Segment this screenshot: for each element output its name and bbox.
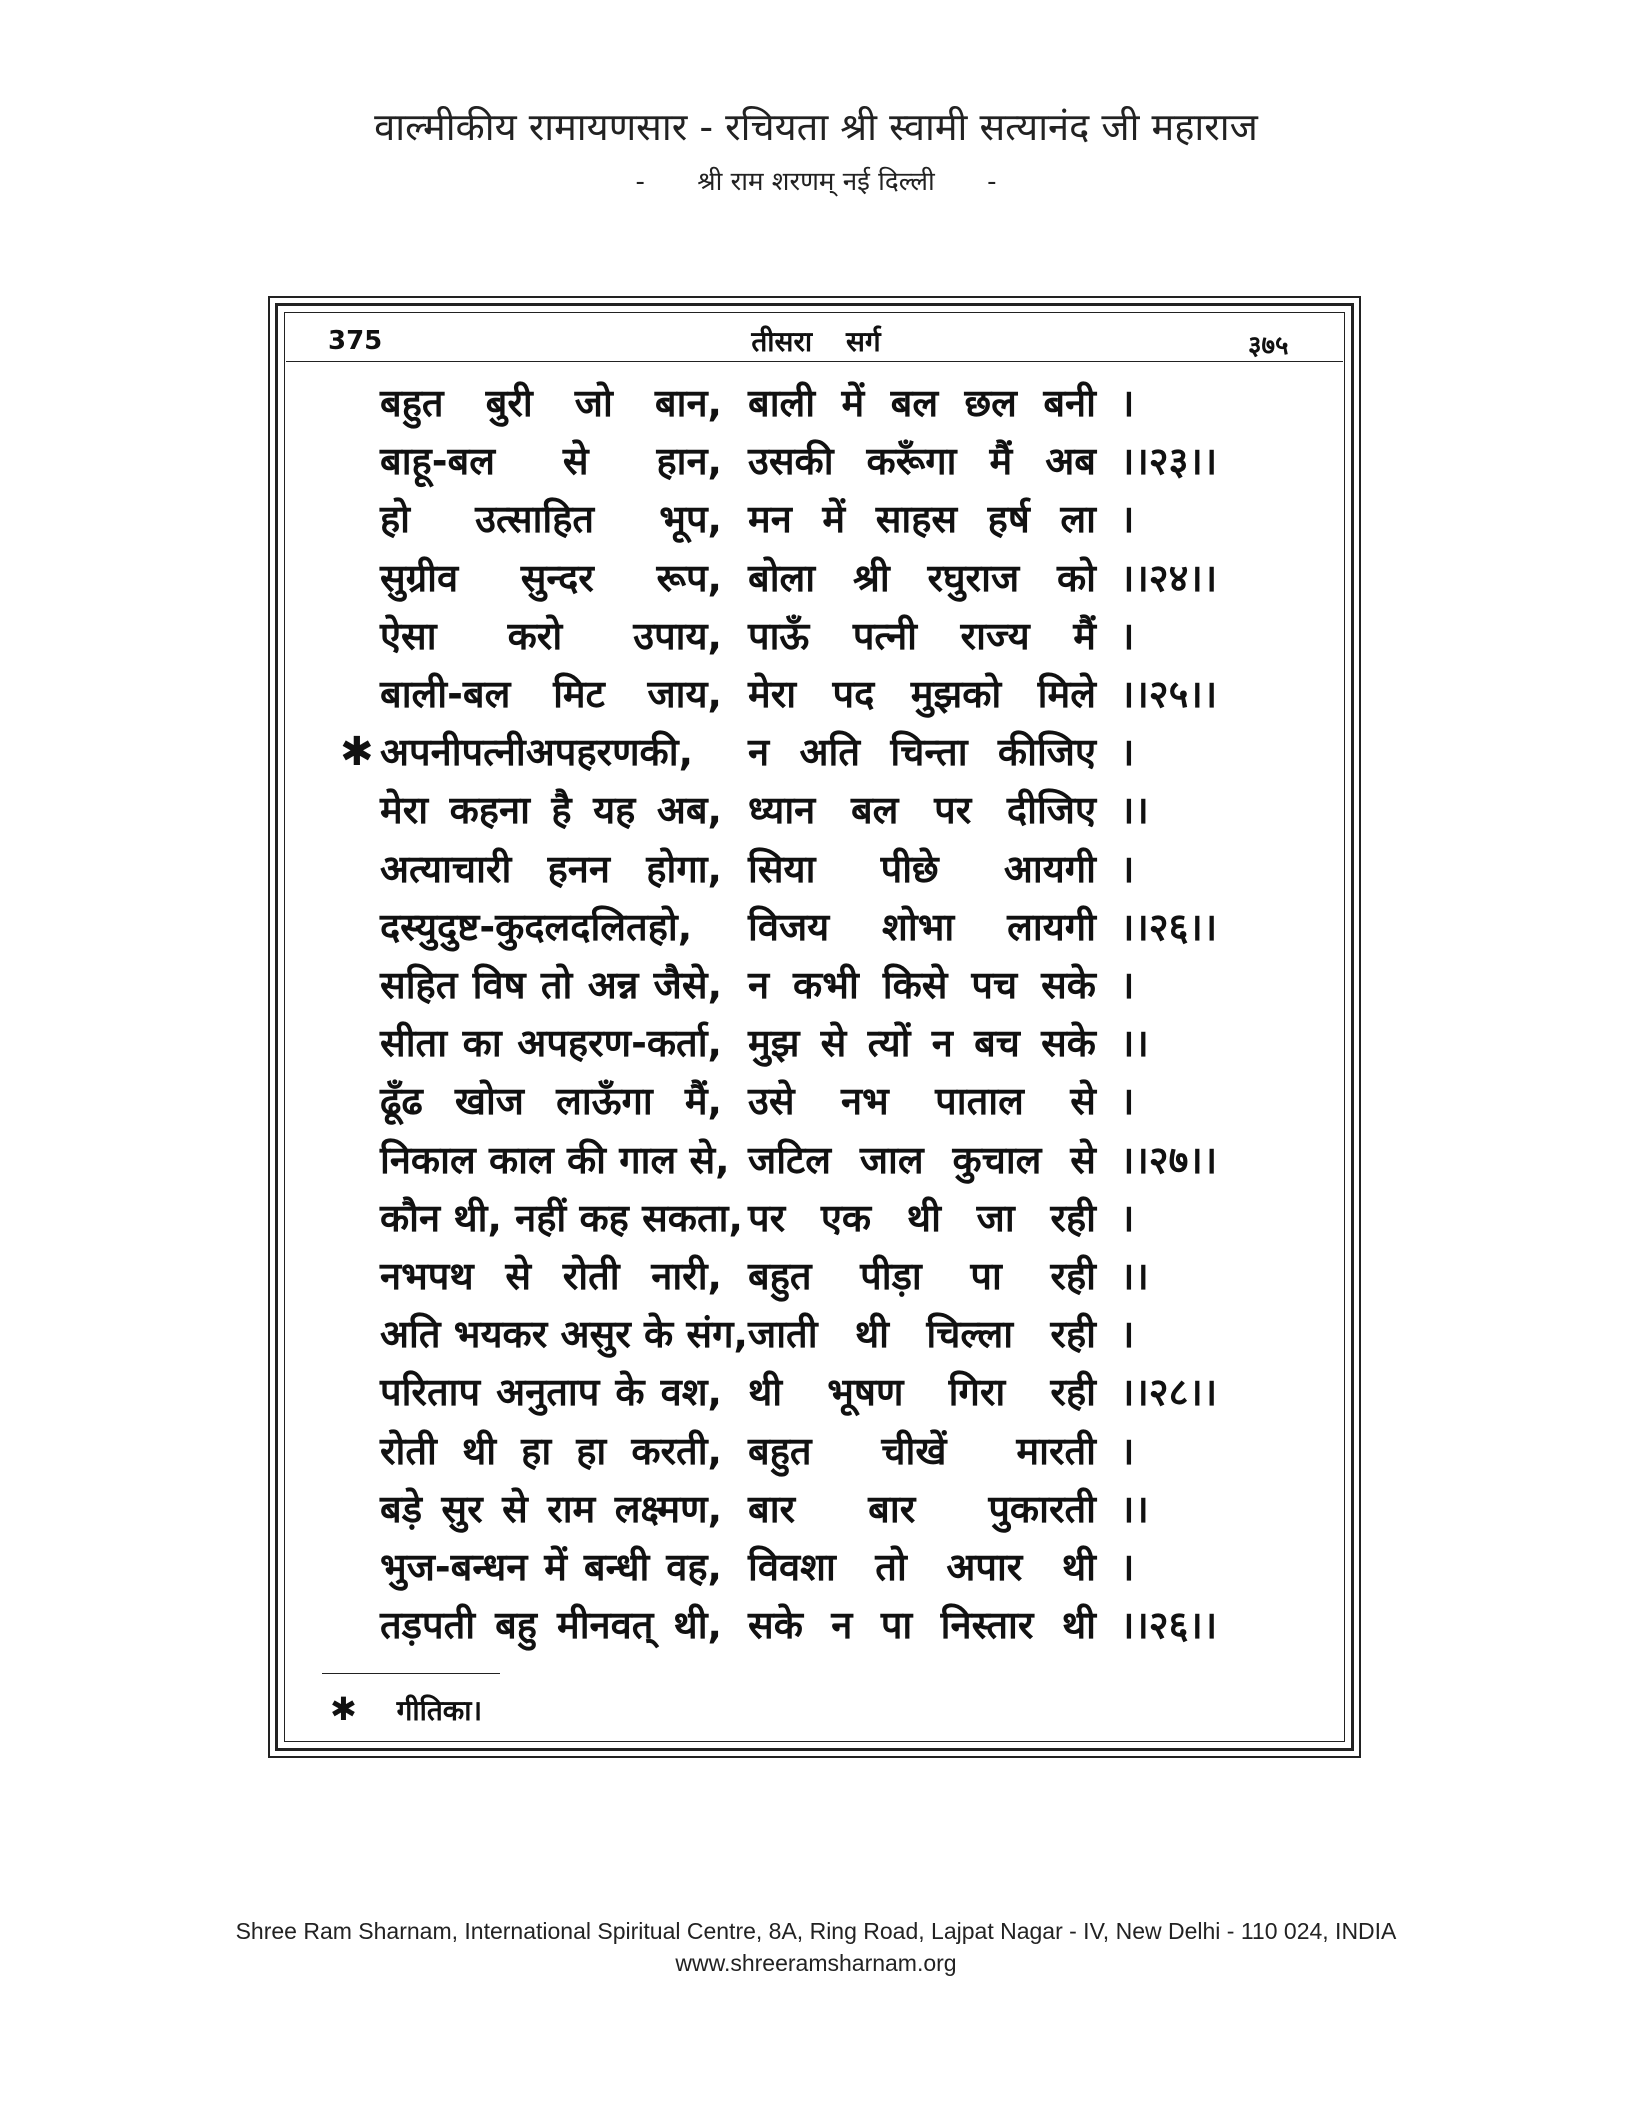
verse-line — [0, 432, 1632, 490]
verse-ending-mark: । — [1120, 497, 1135, 542]
document-title: वाल्मीकीय रामायणसार - रचियता श्री स्वामी सत्यानंद जी महाराज — [374, 105, 1258, 149]
verse-line — [0, 1131, 1632, 1189]
verse-ending-mark: ।। — [1120, 1486, 1149, 1531]
footer-address: Shree Ram Sharnam, International Spiritual Centre, 8A, Ring Road, Lajpat Nagar - IV, New Delhi - 110 024, INDIA — [235, 1918, 1397, 1944]
verse-line — [0, 1480, 1632, 1538]
verse-line — [0, 1363, 1632, 1421]
verse-second-half: मन में साहस हर्ष ला — [748, 497, 1096, 542]
verse-ending-mark: ।।२८।। — [1120, 1370, 1218, 1415]
footnote-rule — [322, 1673, 500, 1674]
footnote-text: गीतिका। — [396, 1694, 483, 1727]
verse-line — [0, 549, 1632, 607]
verse-first-half: ऐसा करो उपाय, — [380, 613, 722, 658]
verse-first-half: रोती थी हा हा करती, — [380, 1428, 722, 1473]
document-subtitle — [0, 162, 1632, 198]
verse-first-half: बाहू-बल से हान, — [380, 439, 722, 484]
verse-ending-mark: । — [1120, 381, 1135, 425]
subtitle-text: श्री राम शरणम् नई दिल्ली — [697, 167, 935, 197]
verse-line — [0, 1596, 1632, 1654]
verse-second-half: जाती थी चिल्ला रही — [748, 1312, 1096, 1357]
verse-second-half: पर एक थी जा रही — [748, 1195, 1096, 1240]
verse-ending-mark: । — [1120, 1195, 1135, 1240]
verse-ending-mark: ।।२६।। — [1120, 904, 1218, 949]
verse-second-half: न कभी किसे पच सके — [748, 963, 1096, 1007]
verse-first-half: तड़पती बहु मीनवत् थी, — [380, 1603, 722, 1648]
verse-line — [0, 1072, 1632, 1130]
verse-line — [0, 490, 1632, 548]
subtitle-dash-right: - — [987, 167, 997, 197]
page-number-arabic: 375 — [328, 326, 383, 356]
verse-line — [0, 1014, 1632, 1072]
verse-first-half: अपनीपत्नीअपहरणकी, — [380, 730, 694, 775]
verse-ending-mark: । — [1120, 1545, 1135, 1589]
subtitle-dash-left: - — [635, 167, 645, 197]
verse-second-half: न अति चिन्ता कीजिए — [748, 730, 1096, 775]
verse-first-half: हो उत्साहित भूप, — [380, 497, 722, 542]
verse-ending-mark: । — [1120, 963, 1135, 1007]
verse-line — [0, 1422, 1632, 1480]
verse-line — [0, 607, 1632, 665]
verse-ending-mark: ।।२७।। — [1120, 1137, 1218, 1182]
verse-second-half: उसे नभ पाताल से — [748, 1079, 1096, 1124]
chapter-heading — [0, 322, 1632, 360]
verse-ending-mark: । — [1120, 1079, 1135, 1124]
verse-first-half: कौन थी, नहीं कह सकता, — [380, 1195, 743, 1240]
verse-first-half: परिताप अनुताप के वश, — [380, 1370, 722, 1415]
verse-second-half: विवशा तो अपार थी — [748, 1545, 1096, 1589]
verse-second-half: जटिल जाल कुचाल से — [748, 1137, 1096, 1182]
verse-line — [0, 723, 1632, 781]
footnote-marker: ✱ — [330, 1690, 357, 1728]
verse-second-half: बाली में बल छल बनी — [748, 381, 1096, 425]
page-number-devanagari: ३७५ — [1248, 331, 1289, 361]
verse-first-half: अति भयकर असुर के संग, — [380, 1312, 748, 1357]
verse-second-half: मुझ से त्यों न बच सके — [748, 1021, 1096, 1066]
verse-second-half: ध्यान बल पर दीजिए — [748, 788, 1096, 833]
verse-ending-mark: ।।२६।। — [1120, 1603, 1218, 1648]
verse-first-half: नभपथ से रोती नारी, — [380, 1254, 722, 1298]
verse-second-half: मेरा पद मुझको मिले — [748, 672, 1096, 716]
verse-line — [0, 781, 1632, 839]
verse-first-half: बहुत बुरी जो बान, — [380, 381, 722, 425]
verse-line — [0, 956, 1632, 1014]
verse-first-half: सीता का अपहरण-कर्ता, — [380, 1021, 722, 1066]
verse-line — [0, 665, 1632, 723]
verse-ending-mark: ।। — [1120, 1254, 1149, 1298]
chapter-word-2: सर्ग — [845, 325, 881, 358]
verse-second-half: बहुत पीड़ा पा रही — [748, 1254, 1096, 1298]
verse-second-half: सके न पा निस्तार थी — [748, 1603, 1096, 1648]
verse-line — [0, 1538, 1632, 1596]
verse-second-half: पाऊँ पत्नी राज्य मैं — [748, 613, 1096, 658]
verse-second-half: उसकी करूँगा मैं अब — [748, 439, 1096, 484]
verse-ending-mark: । — [1120, 1428, 1135, 1473]
verse-second-half: बहुत चीखें मारती — [748, 1428, 1096, 1473]
verse-line — [0, 1247, 1632, 1305]
verse-second-half: सिया पीछे आयगी — [748, 846, 1096, 891]
verse-line — [0, 840, 1632, 898]
verse-first-half: अत्याचारी हनन होगा, — [380, 846, 722, 891]
footnote — [330, 1690, 482, 1729]
verse-first-half: दस्युदुष्ट-कुदलदलितहो, — [380, 904, 693, 949]
verse-ending-mark: । — [1120, 1312, 1135, 1357]
verse-footnote-marker: ✱ — [340, 729, 374, 776]
verse-first-half: भुज-बन्धन में बन्धी वह, — [380, 1545, 722, 1589]
verse-line — [0, 1305, 1632, 1363]
verse-line — [0, 1189, 1632, 1247]
verse-first-half: बाली-बल मिट जाय, — [380, 672, 722, 716]
verse-ending-mark: ।।२३।। — [1120, 439, 1218, 484]
verse-ending-mark: ।। — [1120, 1021, 1149, 1066]
verse-line — [0, 374, 1632, 432]
verse-ending-mark: ।।२५।। — [1120, 672, 1218, 716]
verse-second-half: थी भूषण गिरा रही — [748, 1370, 1096, 1415]
chapter-word-1: तीसरा — [751, 325, 813, 358]
verse-ending-mark: । — [1120, 613, 1135, 658]
verse-second-half: बार बार पुकारती — [748, 1486, 1096, 1531]
verse-first-half: सुग्रीव सुन्दर रूप, — [380, 555, 722, 600]
verse-first-half: निकाल काल की गाल से, — [380, 1137, 730, 1182]
verse-first-half: सहित विष तो अन्न जैसे, — [380, 963, 722, 1007]
verse-ending-mark: । — [1120, 846, 1135, 891]
verse-first-half: मेरा कहना है यह अब, — [380, 788, 722, 833]
verse-first-half: ढूँढ खोज लाऊँगा मैं, — [380, 1079, 722, 1124]
footer-url: www.shreeramsharnam.org — [675, 1950, 957, 1976]
verse-ending-mark: ।।२४।। — [1120, 555, 1218, 600]
verse-second-half: विजय शोभा लायगी — [748, 904, 1096, 949]
verse-ending-mark: । — [1120, 730, 1135, 775]
header-rule — [286, 361, 1343, 362]
verse-ending-mark: ।। — [1120, 788, 1149, 833]
verse-second-half: बोला श्री रघुराज को — [748, 555, 1096, 600]
verse-first-half: बड़े सुर से राम लक्ष्मण, — [380, 1486, 722, 1531]
verse-line — [0, 898, 1632, 956]
